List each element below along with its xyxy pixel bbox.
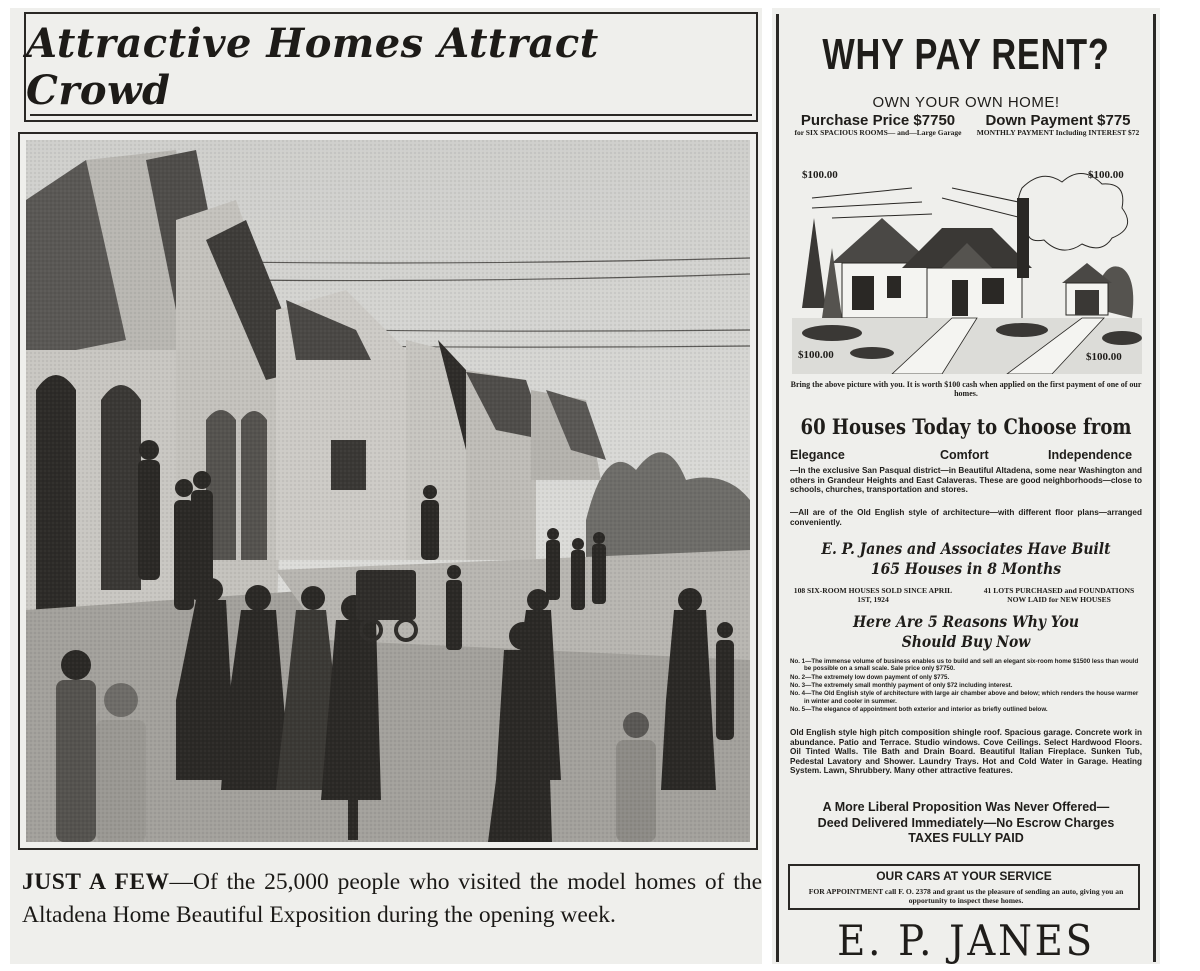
reasons-list [790,658,1142,714]
caption-lead: JUST A FEW [22,869,170,895]
caption-text: —Of the 25,000 people who visited the model homes of the Altadena Home Beautiful Exposition during the opening week. [22,869,762,928]
corner-label: $100.00 [798,349,834,361]
style-paragraph: —All are of the Old English style of architecture—with different floor plans—arranged conveniently. [790,508,1142,527]
corner-label: $100.00 [802,169,838,181]
headline: Attractive Homes Attract Crowd [26,20,599,114]
janes-heading-line: E. P. Janes and Associates Have Built [821,539,1111,558]
reason-item: No. 1—The immense volume of business enables us to build and sell an elegant six-room home $1500 less than would be possible on a small scale. Sale price only $7750. [790,658,1139,673]
down-payment-block [968,112,1148,137]
reasons-heading-line: Here Are 5 Reasons Why You [852,612,1080,631]
offer-line: A More Liberal Proposition Was Never Offered— [822,800,1110,814]
coupon-text: Bring the above picture with you. It is worth $100 cash when applied on the first payment of one of our homes. [790,380,1142,398]
reason-item: No. 3—The extremely small monthly payment of only $72 including interest. [790,681,1013,689]
purchase-price-block [788,112,968,137]
cars-text: FOR APPOINTMENT call F. O. 2378 and grant us the pleasure of sending an auto, giving you an opportunity to inspect these homes. [808,887,1124,905]
houses-sold-stat: 108 SIX-ROOM HOUSES SOLD SINCE APRIL 1ST, 1924 [793,586,953,604]
reason-item: No. 5—The elegance of appointment both exterior and interior as briefly outlined below. [790,705,1048,713]
taxes-line: TAXES FULLY PAID [908,831,1024,845]
reasons-heading-line: Should Buy Now [901,632,1031,651]
janes-heading [791,539,1140,579]
reason-item: No. 2—The extremely low down payment of only $775. [790,673,950,681]
corner-label: $100.00 [1088,169,1124,181]
district-paragraph: —In the exclusive San Pasqual district—in Beautiful Altadena, some near Washington and others in Grandeur Heights and East Calaveras. These are good neighborhoods—close to schools, churches, transportation and stores. [790,466,1142,495]
signature: E. P. JANES [837,916,1095,965]
features-paragraph: Old English style high pitch composition shingle roof. Spacious garage. Concrete work in abundance. Patio and Terrace. Studio windows. Cove Ceilings. Select Hardwood Floors. Oil Tinted Walls. Tile Bath and Drain Board. Beautiful Italian Fireplace. Sunken Tub, Pedestal Lavatory and Shower. Laundry Trays. Hot and Cold Water in Garage. Heating System. Lawn, Shrubbery. Many other attractive features. [790,728,1142,776]
janes-heading-line: 165 Houses in 8 Months [870,559,1062,578]
cars-box [788,864,1140,910]
cars-heading: OUR CARS AT YOUR SERVICE [876,869,1052,883]
reasons-heading [791,612,1140,652]
headline-box [24,12,758,122]
reason-item: No. 4—The Old English style of architecture with large air chamber above and below; which renders the house warmer in winter and cooler in summer. [790,690,1139,705]
purchase-price: Purchase Price $7750 [800,112,956,129]
purchase-price-note: for SIX SPACIOUS ROOMS— and—Large Garage [794,128,962,137]
trio-comfort: Comfort [940,448,989,462]
photo-frame [18,132,758,850]
offer-line: Deed Delivered Immediately—No Escrow Charges [817,815,1115,830]
photo-caption [22,866,762,932]
trio-elegance: Elegance [790,448,845,462]
house-illustration [792,158,1142,374]
real-estate-ad [772,8,1160,964]
crowd-photo [26,140,750,842]
offer-terms [772,800,1160,847]
ad-subtitle: OWN YOUR OWN HOME! [872,94,1060,111]
ad-title: WHY PAY RENT? [822,30,1110,79]
corner-label: $100.00 [1086,351,1122,363]
down-payment: Down Payment $775 [985,112,1131,129]
news-clipping [10,8,762,964]
trio-independence: Independence [1048,448,1133,462]
houses-heading: 60 Houses Today to Choose from [800,414,1132,439]
down-payment-note: MONTHLY PAYMENT Including INTEREST $72 [976,128,1140,137]
lots-purchased-stat: 41 LOTS PURCHASED and FOUNDATIONS NOW LAID for NEW HOUSES [983,586,1135,604]
